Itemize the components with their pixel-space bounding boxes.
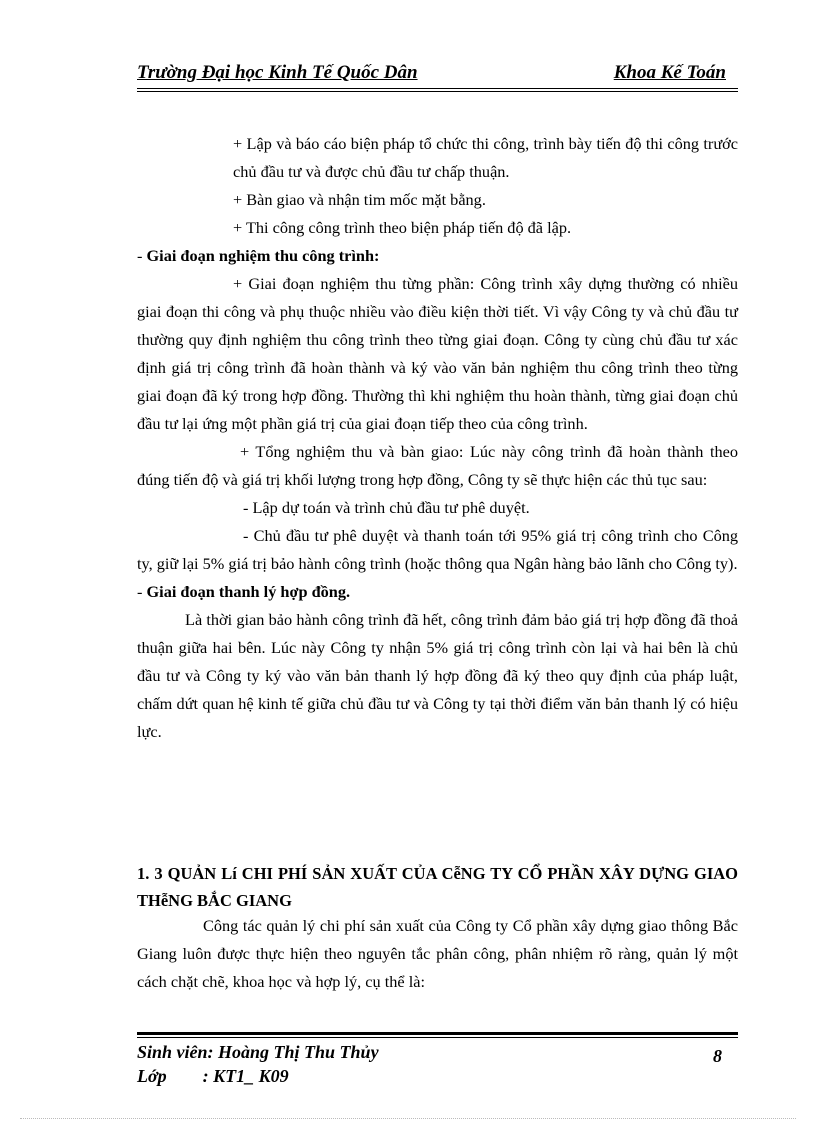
document-body [137, 130, 738, 746]
header-rule [137, 88, 738, 89]
paragraph: + Thi công công trình theo biện pháp tiến độ đã lập. [233, 218, 572, 237]
paragraph: + Tổng nghiệm thu và bàn giao: Lúc này công trình đã hoàn thành theo đúng tiến độ và giá trị khối lượng trong hợp đồng, Công ty sẽ thực hiện các thủ tục sau: [137, 442, 738, 489]
footer-rule-2 [137, 1037, 738, 1038]
subheading-prefix: - [137, 246, 147, 265]
subheading [137, 242, 738, 270]
page-number: 8 [713, 1046, 722, 1066]
paragraph: + Giai đoạn nghiệm thu từng phần: Công trình xây dựng thường có nhiều giai đoạn thi công và phụ thuộc nhiều vào điều kiện thời tiết. Vì vậy Công ty và chủ đầu tư thường quy định nghiệm thu công trình theo từng giai đoạn. Công ty cùng chủ đầu tư xác định giá trị công trình đã hoàn thành và ký vào văn bản nghiệm thu công trình theo từng giai đoạn đã ký trong hợp đồng. Thường thì khi nghiệm thu hoàn thành, từng giai đoạn chủ đầu tư lại ứng một phần giá trị của giai đoạn tiếp theo của công trình. [137, 274, 738, 433]
section-body [137, 912, 738, 996]
footer-rule [137, 1032, 738, 1035]
footer-student: Sinh viên: Hoàng Thị Thu Thủy [137, 1042, 379, 1062]
footer-class: Lớp : KT1_ K09 [137, 1066, 289, 1086]
paragraph: + Lập và báo cáo biện pháp tổ chức thi công, trình bày tiến độ thi công trước chủ đầu tư và được chủ đầu tư chấp thuận. [233, 134, 738, 181]
page-header [137, 62, 738, 88]
paragraph: Là thời gian bảo hành công trình đã hết, công trình đảm bảo giá trị hợp đồng đã thoả thuận giữa hai bên. Lúc này Công ty nhận 5% giá trị công trình còn lại và hai bên là chủ đầu tư và Công ty ký vào văn bản thanh lý hợp đồng đã ký theo quy định của pháp luật, chấm dứt quan hệ kinh tế giữa chủ đầu tư và Công ty tại thời điểm văn bản thanh lý có hiệu lực. [137, 610, 738, 741]
paragraph: - Lập dự toán và trình chủ đầu tư phê duyệt. [243, 498, 530, 517]
subheading-text: Giai đoạn thanh lý hợp đồng. [146, 582, 351, 601]
paragraph: Công tác quản lý chi phí sản xuất của Công ty Cổ phần xây dựng giao thông Bắc Giang luôn được thực hiện theo nguyên tắc phân công, phân nhiệm rõ ràng, quản lý một cách chặt chẽ, khoa học và hợp lý, cụ thể là: [137, 916, 738, 991]
header-rule-2 [137, 91, 738, 92]
paragraph: - Chủ đầu tư phê duyệt và thanh toán tới 95% giá trị công trình cho Công ty, giữ lại 5% giá trị bảo hành công trình (hoặc thông qua Ngân hàng bảo lãnh cho Công ty). [137, 526, 738, 573]
page-edge [20, 1118, 796, 1119]
subheading-prefix: - [137, 582, 147, 601]
subheading-text: Giai đoạn nghiệm thu công trình: [146, 246, 380, 265]
section-heading: 1. 3 QUẢN Lí CHI PHÍ SẢN XUẤT CỦA CễNG TY CỔ PHẦN XÂY DỰNG GIAO THễNG BẮC GIANG [137, 864, 738, 910]
page-footer [137, 1040, 738, 1088]
paragraph: + Bàn giao và nhận tim mốc mặt bằng. [233, 190, 486, 209]
subheading [137, 578, 738, 606]
header-university: Trường Đại học Kinh Tế Quốc Dân [137, 62, 418, 83]
header-faculty: Khoa Kế Toán [613, 62, 726, 83]
